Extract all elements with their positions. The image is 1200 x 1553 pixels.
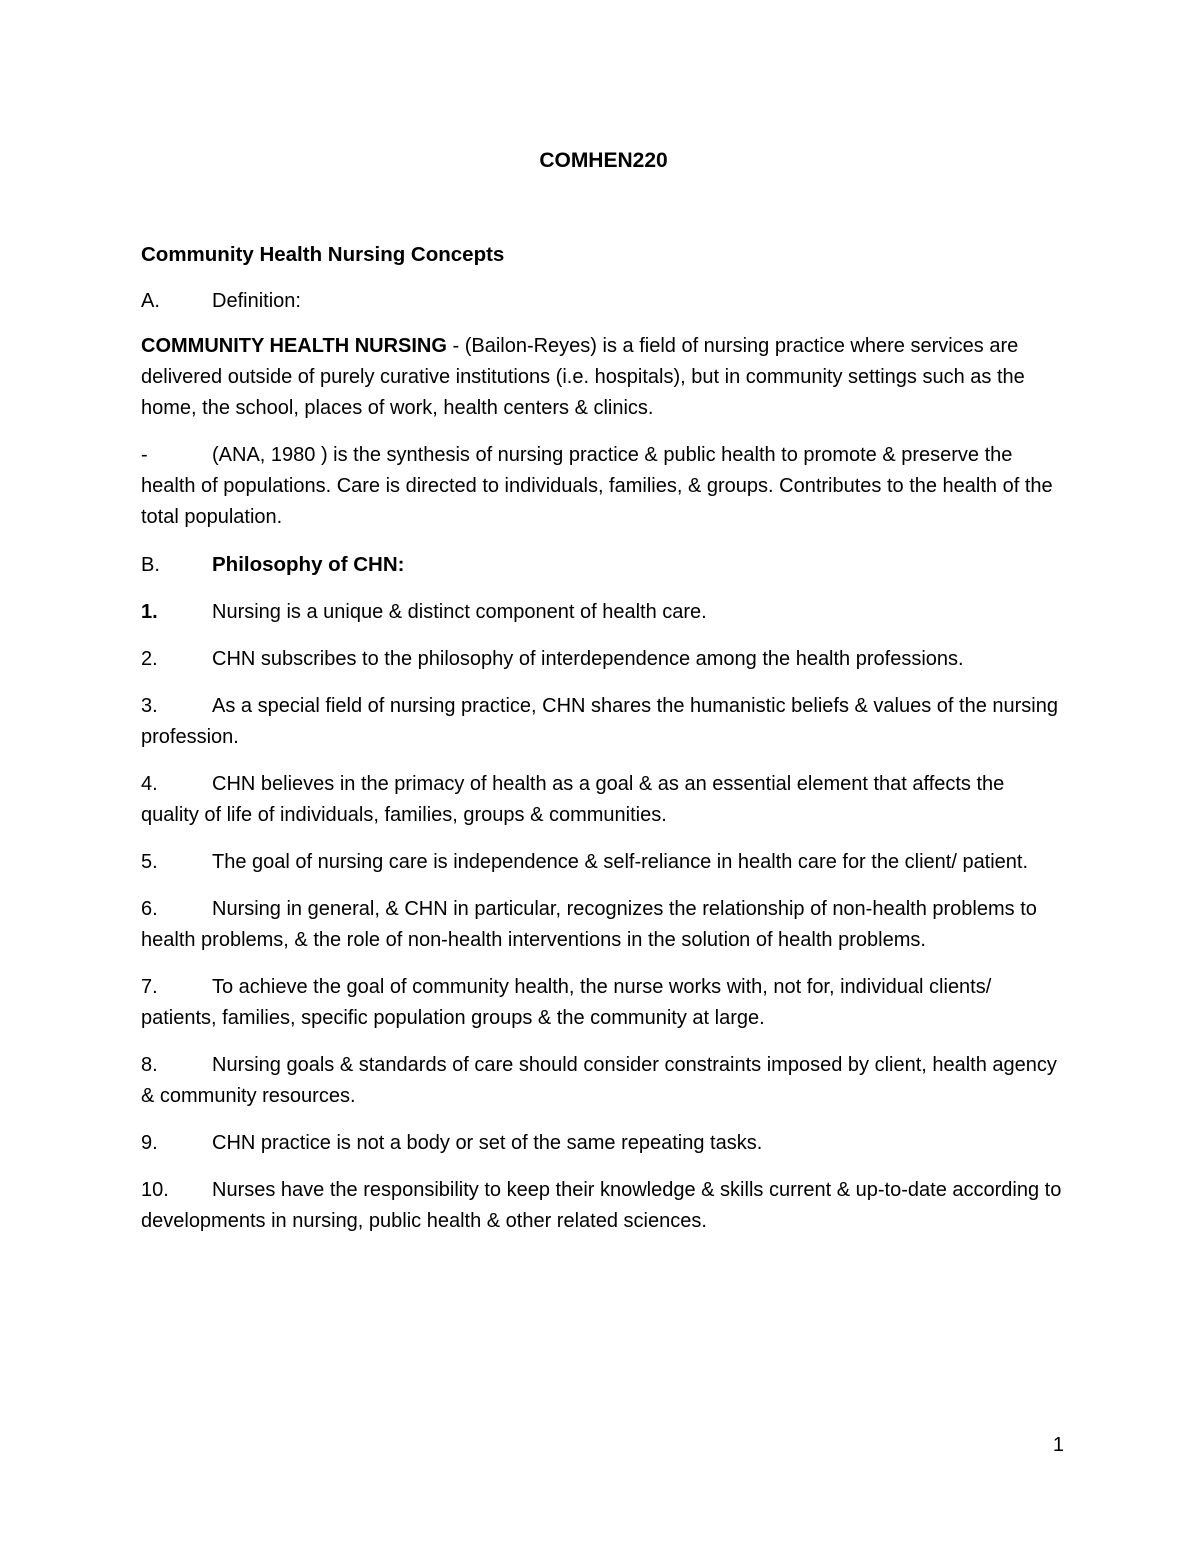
document-body — [141, 142, 1066, 1237]
philosophy-marker: B. — [141, 554, 160, 576]
list-item-number: 10. — [141, 1179, 169, 1201]
list-item-number: 9. — [141, 1132, 158, 1154]
list-item-text: Nurses have the responsibility to keep their knowledge & skills current & up-to-date according to developments in nursing, public health & other related sciences. — [141, 1179, 1062, 1232]
list-item-number: 5. — [141, 851, 158, 873]
list-item-number: 2. — [141, 648, 158, 670]
list-item-text: To achieve the goal of community health, the nurse works with, not for, individual clients/ patients, families, specific population groups & the community at large. — [141, 976, 992, 1029]
section-title: Community Health Nursing Concepts — [141, 243, 505, 266]
list-item-text: Nursing in general, & CHN in particular, recognizes the relationship of non-health problems to health problems, & the role of non-health interventions in the solution of health problems. — [141, 898, 1037, 951]
list-item-text: Nursing is a unique & distinct component of health care. — [212, 601, 707, 623]
list-item — [141, 644, 1066, 675]
philosophy-heading: Philosophy of CHN: — [212, 553, 405, 576]
list-item-number: 8. — [141, 1054, 158, 1076]
list-item — [141, 894, 1066, 956]
list-item — [141, 597, 1066, 628]
definition-term-text: - (Bailon-Reyes) is a field of nursing practice where services are delivered outside of purely curative institutions (i.e. hospitals), but in community settings such as the home, the school, places of work, health centers & clinics. — [141, 335, 1025, 419]
ana-definition-paragraph — [141, 440, 1066, 533]
philosophy-list — [141, 597, 1066, 1237]
philosophy-heading-row — [141, 549, 1066, 581]
list-item-text: CHN believes in the primacy of health as a goal & as an essential element that affects the quality of life of individuals, families, groups & communities. — [141, 773, 1005, 826]
list-item — [141, 691, 1066, 753]
ana-definition-marker: - — [141, 444, 148, 466]
list-item — [141, 1175, 1066, 1237]
list-item-number: 7. — [141, 976, 158, 998]
list-item-number: 4. — [141, 773, 158, 795]
definition-term: COMMUNITY HEALTH NURSING — [141, 335, 447, 357]
definition-paragraph — [141, 331, 1066, 424]
list-item — [141, 1050, 1066, 1112]
definition-label: Definition: — [212, 290, 301, 312]
list-item-text: Nursing goals & standards of care should consider constraints imposed by client, health agency & community resources. — [141, 1054, 1057, 1107]
list-item — [141, 769, 1066, 831]
list-item-text: As a special field of nursing practice, CHN shares the humanistic beliefs & values of the nursing profession. — [141, 695, 1058, 748]
list-item-text: The goal of nursing care is independence & self-reliance in health care for the client/ patient. — [212, 851, 1029, 873]
ana-definition-text: (ANA, 1980 ) is the synthesis of nursing practice & public health to promote & preserve the health of populations. Care is directed to individuals, families, & groups. Contributes to the health of the total population. — [141, 444, 1053, 528]
list-item — [141, 847, 1066, 878]
list-item-number: 3. — [141, 695, 158, 717]
list-item-text: CHN subscribes to the philosophy of interdependence among the health professions. — [212, 648, 964, 670]
list-item — [141, 1128, 1066, 1159]
list-item-number: 6. — [141, 898, 158, 920]
list-item — [141, 972, 1066, 1034]
definition-heading — [141, 286, 1066, 317]
list-item-text: CHN practice is not a body or set of the same repeating tasks. — [212, 1132, 763, 1154]
list-item-number: 1. — [141, 601, 158, 623]
course-code-heading: COMHEN220 — [539, 149, 668, 172]
page-number: 1 — [1052, 1434, 1064, 1456]
definition-marker: A. — [141, 290, 160, 312]
